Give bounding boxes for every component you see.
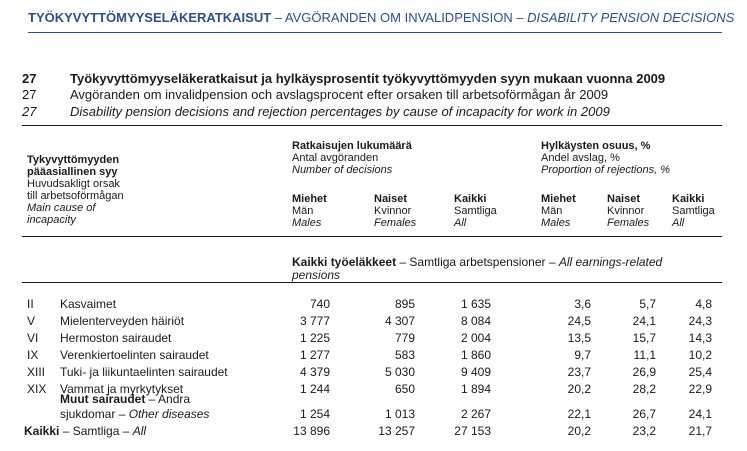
cell-pct-all: 25,4 <box>688 365 712 379</box>
cell-pct-men: 13,5 <box>567 331 591 345</box>
cell-women: 779 <box>394 331 415 345</box>
table-title-fi <box>22 71 665 86</box>
header-sep-2: – <box>512 10 528 25</box>
row-label: Mielenterveyden häiriöt <box>60 314 185 328</box>
stub-fi-2: pääasiallinen syy <box>27 166 118 178</box>
col-all-en: All <box>672 217 685 229</box>
header-fi: TYÖKYVYTTÖMYYSELÄKERATKAISUT <box>28 10 272 25</box>
cell-women: 895 <box>394 297 415 311</box>
col-women-fi: Naiset <box>607 193 641 205</box>
cell-pct-men: 22,1 <box>567 407 591 421</box>
group-decisions-sv: Antal avgöranden <box>292 152 379 164</box>
running-header <box>28 10 734 25</box>
cell-pct-all: 21,7 <box>688 424 712 438</box>
cell-men: 1 277 <box>299 348 330 362</box>
header-sv: AVGÖRANDEN OM INVALIDPENSION <box>284 10 513 25</box>
group-rejections-en: Proportion of rejections, % <box>541 164 671 176</box>
cell-all: 1 860 <box>460 348 491 362</box>
total-label <box>24 424 146 438</box>
col-women-sv: Kvinnor <box>374 205 412 217</box>
stub-sv-1: Huvudsakligt orsak <box>27 178 120 190</box>
table-top-rule <box>22 125 722 126</box>
cell-pct-women: 11,1 <box>633 348 656 362</box>
cell-pct-men: 23,7 <box>567 365 591 379</box>
table-number: 27 <box>22 87 37 102</box>
cell-pct-women: 26,7 <box>632 407 656 421</box>
row-code: V <box>27 314 36 328</box>
cell-all: 1 894 <box>460 382 491 396</box>
cell-pct-men: 20,2 <box>567 382 591 396</box>
section-fi: Kaikki työeläkkeet <box>292 255 397 269</box>
cell-women: 4 307 <box>384 314 415 328</box>
row-label: Verenkiertoelinten sairaudet <box>60 348 209 362</box>
cell-men: 1 244 <box>299 382 330 396</box>
cell-pct-all: 24,3 <box>688 314 712 328</box>
table-number: 27 <box>22 71 37 86</box>
col-head-dec-men <box>292 193 327 229</box>
row-label: Tuki- ja liikuntaelinten sairaudet <box>60 365 228 379</box>
cell-pct-women: 23,2 <box>632 424 656 438</box>
row-label: Kasvaimet <box>60 297 117 311</box>
col-head-rej-all <box>672 193 715 229</box>
col-men-sv: Män <box>292 205 314 217</box>
cell-pct-all: 10,2 <box>688 348 712 362</box>
row-code: XIX <box>27 382 47 396</box>
stub-sv-2: till arbetsoförmågan <box>27 190 124 202</box>
other-label-en: Other diseases <box>128 407 210 421</box>
header-en: DISABILITY PENSION DECISIONS <box>527 10 735 25</box>
section-heading <box>292 256 662 282</box>
row-label: Hermoston sairaudet <box>60 331 172 345</box>
cell-all: 9 409 <box>460 365 491 379</box>
group-rejections-heading <box>541 140 670 176</box>
cell-pct-women: 5,7 <box>639 297 656 311</box>
stub-en-1: Main cause of <box>27 202 96 214</box>
cell-all: 2 004 <box>460 331 491 345</box>
row-code: II <box>27 297 34 311</box>
other-label-bold: Muut sairaudet <box>60 392 146 406</box>
col-all-fi: Kaikki <box>454 193 487 205</box>
col-head-dec-women <box>374 193 416 229</box>
header-sep-1: – <box>271 10 285 25</box>
title-en-text: Disability pension decisions and rejection percentages by cause of incapacity for work in 2009 <box>70 104 610 119</box>
cell-women: 583 <box>394 348 415 362</box>
cell-pct-all: 4,8 <box>695 297 712 311</box>
col-head-rej-women <box>607 193 649 229</box>
cell-men: 4 379 <box>299 365 330 379</box>
cell-pct-men: 3,6 <box>574 297 591 311</box>
other-label-rest: – Andra <box>145 392 191 406</box>
col-head-dec-all <box>454 193 497 229</box>
cell-women: 1 013 <box>384 407 415 421</box>
cell-women: 650 <box>394 382 415 396</box>
cell-men: 13 896 <box>293 424 330 438</box>
col-men-fi: Miehet <box>292 193 327 205</box>
col-men-en: Males <box>292 217 322 229</box>
group-rejections-fi: Hylkäysten osuus, % <box>541 140 651 152</box>
group-decisions-fi: Ratkaisujen lukumäärä <box>292 140 412 152</box>
stub-en-2: incapacity <box>27 214 76 226</box>
title-fi-text: Työkyvyttömyyseläkeratkaisut ja hylkäysprosentit työkyvyttömyyden syyn mukaan vuonna 2009 <box>70 71 666 86</box>
group-decisions-heading <box>292 140 412 176</box>
group-rejections-sv: Andel avslag, % <box>541 152 620 164</box>
cell-pct-all: 14,3 <box>688 331 712 345</box>
col-all-sv: Samtliga <box>454 205 497 217</box>
table-title-sv <box>22 87 608 102</box>
cell-pct-men: 9,7 <box>574 348 591 362</box>
cell-women: 5 030 <box>384 365 415 379</box>
section-en-2: pensions <box>292 268 341 282</box>
col-women-en: Females <box>374 217 417 229</box>
col-women-fi: Naiset <box>374 193 408 205</box>
section-en-1: All earnings-related <box>558 255 663 269</box>
title-sv-text: Avgöranden om invalidpension och avslagsprocent efter orsaken till arbetsoförmågan år 2009 <box>70 87 609 102</box>
cell-all: 2 267 <box>460 407 491 421</box>
row-code: XIII <box>27 365 46 379</box>
other-label-1 <box>60 392 190 406</box>
stub-fi-1: Tykyvyttömyyden <box>27 154 120 166</box>
cell-pct-all: 24,1 <box>688 407 712 421</box>
cell-all: 1 635 <box>460 297 491 311</box>
cell-pct-women: 26,9 <box>632 365 656 379</box>
other-label-sv: sjukdomar – <box>60 407 129 421</box>
stub-heading <box>27 154 124 226</box>
row-code: VI <box>27 331 39 345</box>
cell-pct-women: 24,1 <box>632 314 656 328</box>
cell-all: 27 153 <box>454 424 491 438</box>
header-bottom-rule <box>22 236 722 237</box>
table-title-en <box>22 104 610 119</box>
cell-pct-men: 20,2 <box>567 424 591 438</box>
col-men-sv: Män <box>541 205 563 217</box>
total-label-fi: Kaikki <box>24 424 60 438</box>
group-decisions-en: Number of decisions <box>292 164 393 176</box>
table-number: 27 <box>22 104 37 119</box>
cell-pct-women: 15,7 <box>632 331 656 345</box>
col-all-fi: Kaikki <box>672 193 705 205</box>
header-rule <box>28 32 722 33</box>
col-women-sv: Kvinnor <box>607 205 645 217</box>
total-label-en: All <box>132 424 147 438</box>
cell-all: 8 084 <box>460 314 491 328</box>
cell-pct-men: 24,5 <box>567 314 591 328</box>
col-women-en: Females <box>607 217 650 229</box>
row-label: Vammat ja myrkytykset <box>60 382 184 396</box>
col-all-sv: Samtliga <box>672 205 715 217</box>
cell-men: 1 254 <box>299 407 330 421</box>
cell-women: 13 257 <box>378 424 415 438</box>
col-head-rej-men <box>541 193 576 229</box>
cell-men: 1 225 <box>299 331 330 345</box>
cell-men: 3 777 <box>299 314 330 328</box>
col-all-en: All <box>454 217 467 229</box>
total-label-sv: – Samtliga – <box>59 424 133 438</box>
other-label-2 <box>60 407 209 421</box>
col-men-en: Males <box>541 217 571 229</box>
cell-pct-women: 28,2 <box>632 382 656 396</box>
section-rule <box>22 282 722 283</box>
cell-pct-all: 22,9 <box>688 382 712 396</box>
row-code: IX <box>27 348 39 362</box>
col-men-fi: Miehet <box>541 193 576 205</box>
section-sv: – Samtliga arbetspensioner – <box>396 255 559 269</box>
cell-men: 740 <box>309 297 330 311</box>
